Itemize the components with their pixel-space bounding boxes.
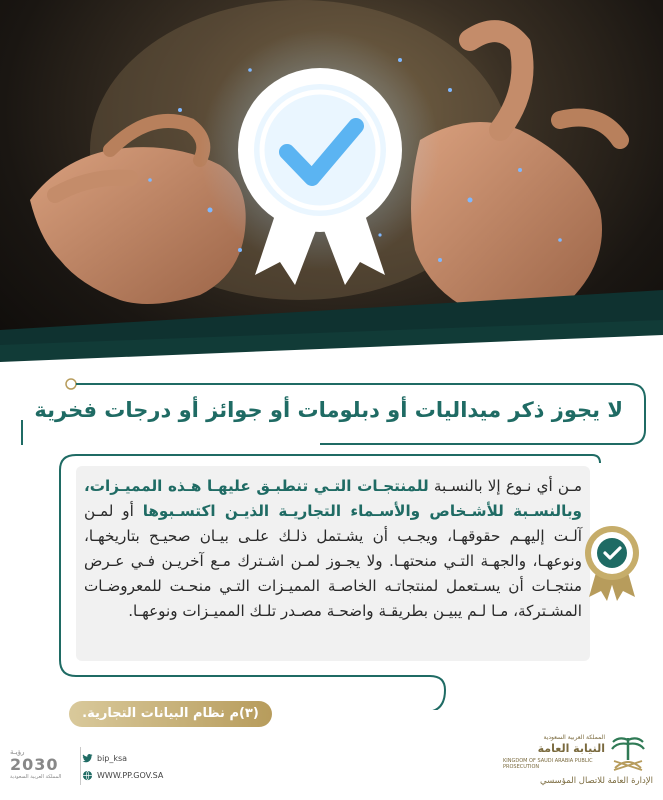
website-url: WWW.PP.GOV.SA	[97, 771, 164, 780]
source-text: (٣)م نظام البيانات التجارية.	[82, 706, 259, 721]
footer-divider	[80, 747, 81, 785]
vision-year: 2030	[10, 755, 59, 774]
twitter-handle: bip_ksa	[97, 754, 128, 763]
hero-illustration	[0, 0, 663, 375]
source-badge	[69, 701, 272, 727]
twitter-icon	[82, 753, 93, 764]
logo-department-text: الإدارة العامة للاتصال المؤسسي	[540, 776, 653, 786]
body-text-highlight: للمنتجـات التـي تنطبـق عليهـا هـذه المميـزات، وبالنسـبة للأشـخاص والأسـماء التجاريـة الذيـن اكتسـبوها	[84, 477, 582, 520]
globe-icon	[82, 770, 93, 781]
body-text	[84, 474, 582, 624]
logo-english-text: KINGDOM OF SAUDI ARABIA PUBLIC PROSECUTION	[503, 758, 593, 770]
public-prosecution-logo	[503, 732, 653, 794]
vision-2030-logo	[10, 748, 72, 788]
body-text-part1: مـن أي نـوع إلا بالنسـبة	[428, 477, 582, 495]
logo-kingdom-text: المملكة العربية السعودية	[543, 734, 605, 741]
logo-name-text: النيابة العامة	[537, 742, 605, 755]
website-link[interactable]	[82, 770, 163, 781]
body-text-part3: أو لمـن آلـت إليهـم حقوقهـا، ويجـب أن يشـتمل ذلـك علـى بيـان صحيـح بتاريخهـا، ونوعهـا، والجهـة التـي منحتهـا. ولا يجـوز لمـن اشـترك مـع آخريـن فـي عـرض منتجـات أن يسـتعمل لمنتجاتـه الخاصـة المميـزات التـي منحـت للمعروضـات المشـتركة، مـا لـم يبيـن بطريقـة واضحـة مصـدر تلـك المميـزات ونوعهـا.	[84, 502, 582, 620]
vision-top-text: رؤيـة	[10, 748, 25, 756]
page-title: لا يجوز ذكر ميداليات أو دبلومات أو جوائز أو درجات فخرية	[34, 398, 623, 422]
hero-image	[0, 0, 663, 375]
twitter-link[interactable]	[82, 753, 127, 764]
vision-sub-text: المملكة العربية السعودية	[10, 774, 62, 780]
palm-swords-emblem-icon	[609, 734, 647, 774]
award-badge-icon	[583, 525, 641, 601]
